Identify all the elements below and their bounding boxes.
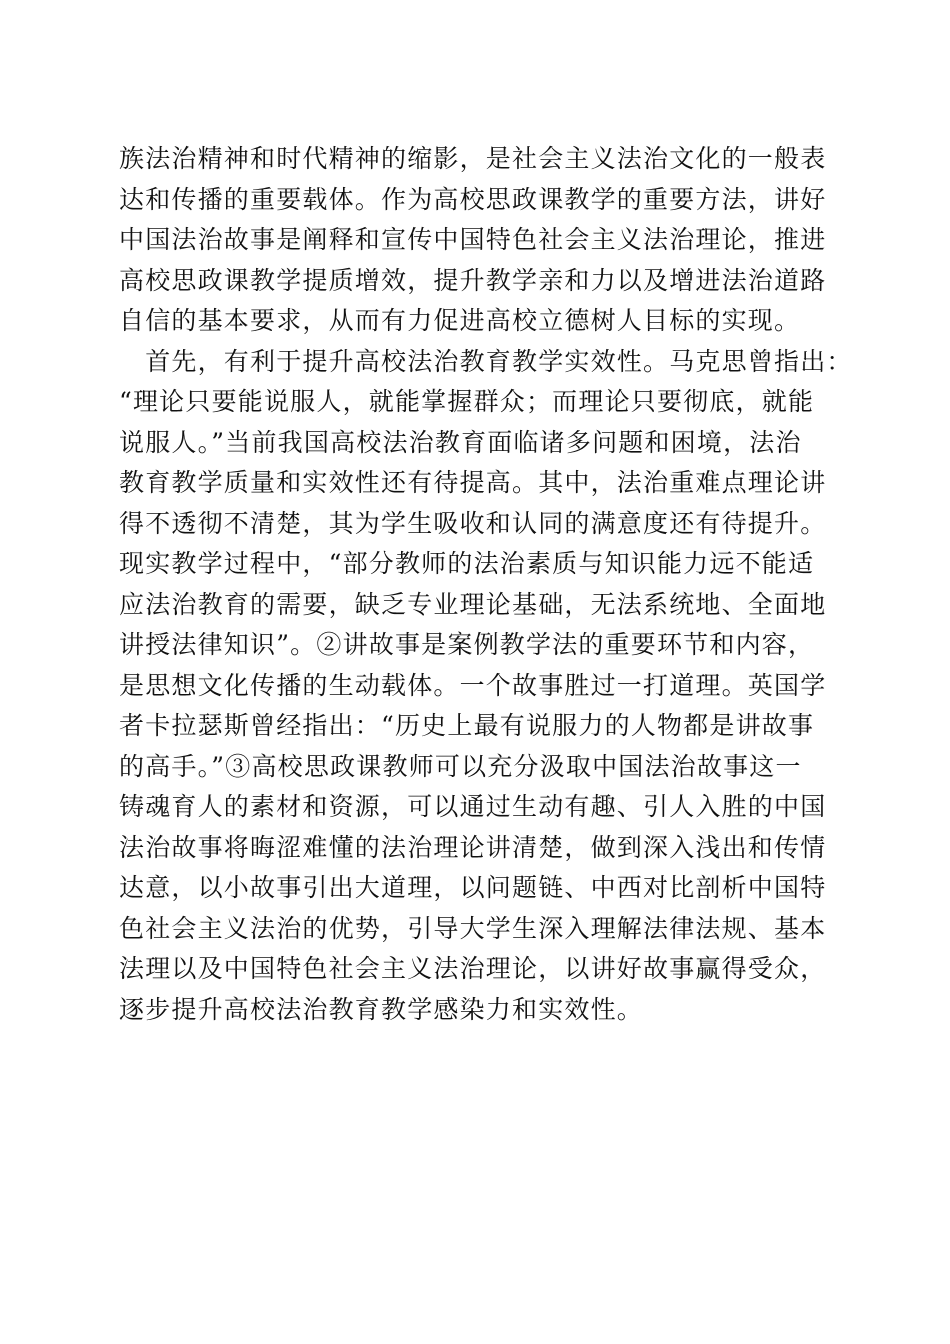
paragraph-line: 铸魂育人的素材和资源，可以通过生动有趣、引人入胜的中国 bbox=[119, 792, 827, 821]
paragraph-line: 达意，以小故事引出大道理，以问题链、中西对比剖析中国特 bbox=[119, 873, 827, 902]
paragraph-line: 的高手。”③高校思政课教师可以充分汲取中国法治故事这一 bbox=[119, 751, 802, 781]
paragraph-line: 讲授法律知识”。②讲故事是案例教学法的重要环节和内容， bbox=[119, 630, 815, 659]
paragraph-line: 是思想文化传播的生动载体。一个故事胜过一打道理。英国学 bbox=[119, 670, 827, 700]
paragraph-line: “理论只要能说服人，就能掌握群众；而理论只要彻底，就能 bbox=[119, 387, 815, 416]
paragraph-line: 逐步提升高校法治教育教学感染力和实效性。 bbox=[119, 994, 644, 1024]
paragraph-line: 法理以及中国特色社会主义法治理论，以讲好故事赢得受众， bbox=[119, 954, 827, 983]
paragraph-line: 首先，有利于提升高校法治教育教学实效性。马克思曾指出： bbox=[119, 346, 853, 376]
paragraph-line: 族法治精神和时代精神的缩影，是社会主义法治文化的一般表 bbox=[119, 144, 827, 173]
paragraph-line: 自信的基本要求，从而有力促进高校立德树人目标的实现。 bbox=[119, 306, 801, 335]
paragraph-line: 法治故事将晦涩难懂的法治理论讲清楚，做到深入浅出和传情 bbox=[119, 832, 827, 862]
paragraph-line: 高校思政课教学提质增效，提升教学亲和力以及增进法治道路 bbox=[119, 265, 827, 295]
paragraph-line: 达和传播的重要载体。作为高校思政课教学的重要方法，讲好 bbox=[119, 184, 827, 214]
paragraph-2 bbox=[119, 342, 853, 1031]
paragraph-line: 应法治教育的需要，缺乏专业理论基础，无法系统地、全面地 bbox=[119, 589, 827, 619]
paragraph-line: 得不透彻不清楚，其为学生吸收和认同的满意度还有待提升。 bbox=[119, 508, 827, 538]
paragraph-line: 色社会主义法治的优势，引导大学生深入理解法律法规、基本 bbox=[119, 913, 827, 943]
paragraph-line: 者卡拉瑟斯曾经指出：“历史上最有说服力的人物都是讲故事 bbox=[119, 711, 815, 740]
paragraph-1 bbox=[119, 139, 839, 342]
body-text bbox=[119, 139, 853, 1030]
paragraph-line: 教育教学质量和实效性还有待提高。其中，法治重难点理论讲 bbox=[119, 468, 827, 497]
paragraph-line: 说服人。”当前我国高校法治教育面临诸多问题和困境，法治 bbox=[119, 427, 802, 457]
paragraph-line: 中国法治故事是阐释和宣传中国特色社会主义法治理论，推进 bbox=[119, 225, 827, 254]
paragraph-line: 现实教学过程中，“部分教师的法治素质与知识能力远不能适 bbox=[119, 549, 815, 578]
